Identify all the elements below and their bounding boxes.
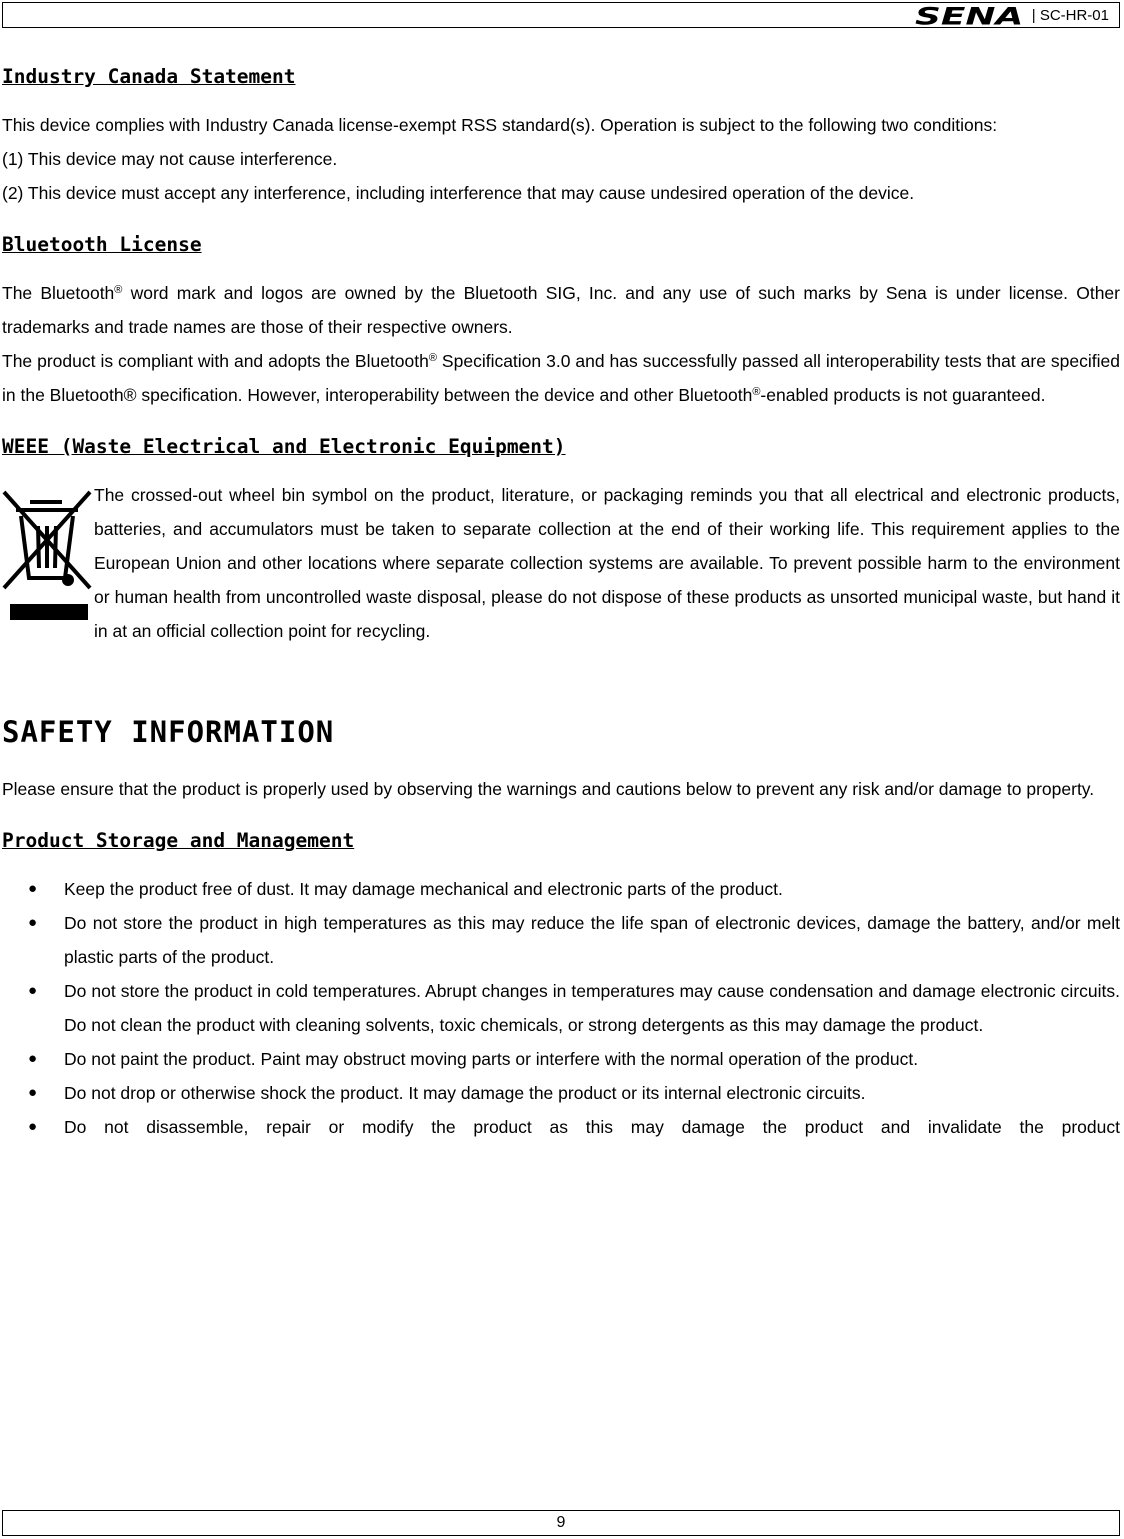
storage-guidelines-list [2,872,1120,1144]
registered-mark: ® [114,284,123,296]
safety-intro-paragraph: Please ensure that the product is properly used by observing the warnings and cautions below to prevent any risk and/or damage to property. [2,779,1095,799]
list-item: ● Do not store the product in high temperatures as this may reduce the life span of electronic devices, damage the battery, and/or melt plastic parts of the product. [2,906,1120,974]
industry-canada-intro: This device complies with Industry Canada license-exempt RSS standard(s). Operation is subject to the following two conditions: [2,115,998,135]
list-item: ● Do not paint the product. Paint may obstruct moving parts or interfere with the normal operation of the product. [2,1042,1120,1076]
bluetooth-compliance-paragraph: The product is compliant with and adopts the Bluetooth® Specification 3.0 and has successfully passed all interoperability tests that are specified in the Bluetooth® specification. However, interoperability between the device and other Bluetooth®-enabled products is not guaranteed. [2,351,1121,405]
weee-heading: WEEE (Waste Electrical and Electronic Equipment) [2,435,566,458]
bullet-icon: ● [28,880,38,897]
crossed-out-wheel-bin-icon [2,488,94,626]
page-content [2,62,1120,1144]
industry-canada-heading: Industry Canada Statement [2,65,296,88]
weee-paragraph: The crossed-out wheel bin symbol on the product, literature, or packaging reminds you that all electrical and electronic products, batteries, and accumulators must be taken to separate collection at the end of their working life. This requirement applies to the European Union and other locations where separate collection systems are available. To prevent possible harm to the environment or human health from uncontrolled waste disposal, please do not dispose of these products as unsorted municipal waste, but hand it in at an official collection point for recycling. [94,485,1120,641]
bullet-icon: ● [28,982,38,999]
bluetooth-license-heading: Bluetooth License [2,233,202,256]
product-storage-heading: Product Storage and Management [2,829,355,852]
weee-block [2,478,1120,648]
bluetooth-trademark-paragraph: The Bluetooth® word mark and logos are owned by the Bluetooth SIG, Inc. and any use of such marks by Sena is under license. Other trademarks and trade names are those of their respective owners. [2,283,1120,337]
registered-mark: ® [428,352,437,364]
list-item: ● Do not drop or otherwise shock the product. It may damage the product or its internal electronic circuits. [2,1076,1120,1110]
bullet-icon: ● [28,1050,38,1067]
document-code: | SC-HR-01 [1031,7,1109,24]
bullet-icon: ● [28,1084,38,1101]
bullet-icon: ● [28,1118,38,1135]
list-item: ● Keep the product free of dust. It may damage mechanical and electronic parts of the product. [2,872,1120,906]
bullet-icon: ● [28,914,38,931]
page-footer [2,1510,1120,1536]
list-item: ● Do not disassemble, repair or modify the product as this may damage the product and invalidate the product [2,1110,1120,1144]
safety-information-heading: SAFETY INFORMATION [2,715,335,749]
industry-canada-condition-1: (1) This device may not cause interference. [2,149,338,169]
page-header [2,2,1120,28]
registered-mark: ® [752,386,761,398]
page-number: 9 [556,1514,566,1531]
sena-logo-text: SENA [915,5,1024,27]
sena-logo [905,5,1035,27]
industry-canada-condition-2: (2) This device must accept any interference, including interference that may cause undesired operation of the device. [2,183,915,203]
list-item: ● Do not store the product in cold temperatures. Abrupt changes in temperatures may cause condensation and damage electronic circuits. Do not clean the product with cleaning solvents, toxic chemicals, or strong detergents as this may damage the product. [2,974,1120,1042]
